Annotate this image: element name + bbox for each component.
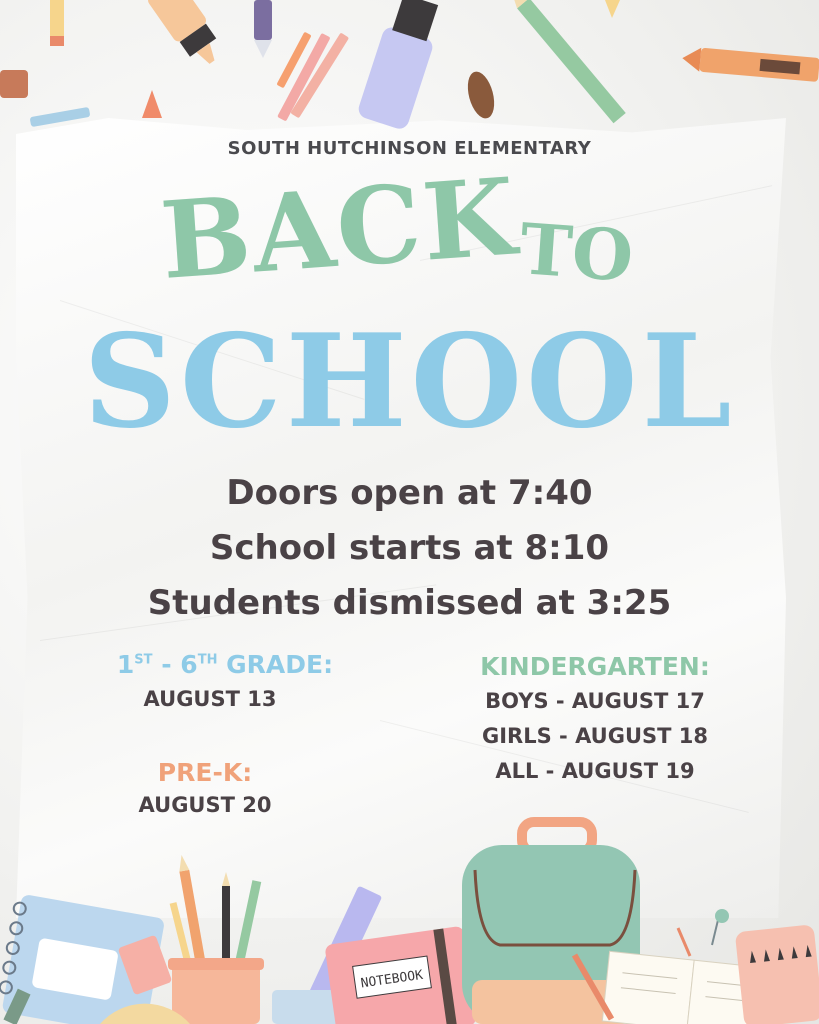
schedule-doors-open: Doors open at 7:40 bbox=[226, 473, 593, 513]
kindergarten-date-boys: BOYS - AUGUST 17 bbox=[485, 689, 705, 713]
kindergarten-date-girls: GIRLS - AUGUST 18 bbox=[482, 724, 708, 748]
grades-date: AUGUST 13 bbox=[143, 687, 277, 711]
paperclip-icon bbox=[678, 928, 690, 956]
headline-school: SCHOOL bbox=[83, 307, 736, 457]
schedule-school-starts: School starts at 8:10 bbox=[209, 528, 610, 568]
pencil-cup-icon bbox=[168, 854, 264, 1024]
headline-back: BACK bbox=[156, 153, 522, 303]
prek-heading: PRE-K: bbox=[157, 758, 253, 787]
kindergarten-heading: KINDERGARTEN: bbox=[480, 652, 710, 681]
grades-heading: 1ST - 6TH GRADE: bbox=[116, 650, 334, 679]
notebook-label: NOTEBOOK bbox=[359, 967, 424, 992]
pencil-tip-icon bbox=[605, 0, 620, 18]
kindergarten-date-all: ALL - AUGUST 19 bbox=[495, 759, 695, 783]
highlighter-icon bbox=[356, 0, 446, 130]
headline-to: TO bbox=[517, 207, 636, 298]
pencils-icon bbox=[276, 32, 349, 122]
sharpener-icon bbox=[0, 70, 28, 98]
prek-date: AUGUST 20 bbox=[138, 793, 272, 817]
eraser-icon bbox=[142, 90, 162, 118]
bottom-supplies-illustration bbox=[0, 810, 819, 1024]
school-name: SOUTH HUTCHINSON ELEMENTARY bbox=[227, 138, 592, 159]
pen-icon bbox=[30, 107, 91, 127]
marker-icon bbox=[146, 0, 229, 72]
pencil-case-icon bbox=[735, 924, 819, 1024]
pencil-icon bbox=[50, 0, 64, 46]
paintbrush-icon bbox=[463, 69, 499, 122]
crayon-icon bbox=[681, 46, 819, 82]
top-supplies-illustration bbox=[0, 0, 819, 130]
pen-icon bbox=[254, 0, 272, 58]
schedule-dismissal: Students dismissed at 3:25 bbox=[147, 583, 672, 623]
pushpin-icon bbox=[712, 909, 729, 945]
pencil-icon bbox=[504, 0, 626, 123]
